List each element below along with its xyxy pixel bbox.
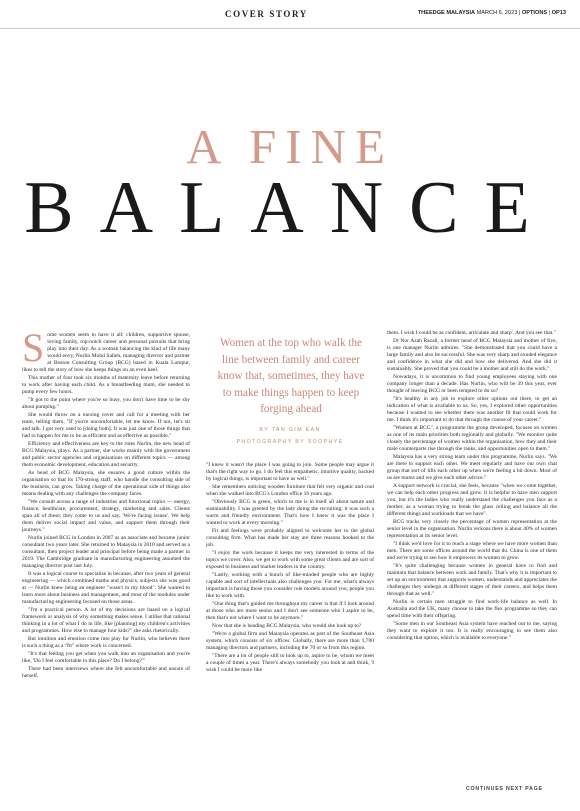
paragraph: "I'm a practical person. A lot of my decisions are based on a logical framework or analysis of why something makes sense. I utilise that rational thinking in a lot of what I do in life, like [planning] my children's activities and programmes. How else to manage four kids?" she asks rhetorically. [22, 606, 190, 634]
paragraph: "Obviously BCG is green, which to me is in itself all about nature and sustainability. I was greeted by the lady doing the recruiting; it was such a warm and friendly environment. That's how I knew it was the place I wanted to work at every morning." [206, 499, 374, 526]
paragraph: "It's quite challenging because women in general have to find and maintain that balance between work and family. That's why it is important to set up an environment that supports women, understands and appreciates the challenges they undergo at different stages of their careers, and helps them through that as well." [387, 563, 557, 597]
paragraph: "Lastly, working with a bunch of like-minded people who are highly capable and sort of intellectuals also challenges you. For me, what's always important is having those you consider role models around you, people you like to work with. [206, 572, 374, 600]
paragraph: "Some men in our Southeast Asia system have reached out to me, saying they want to explore it too. It is really encouraging to see them also considering that option, which is available to everyone." [387, 621, 557, 642]
paragraph: There had been interviews where she felt uncomfortable and unsure of herself. [22, 666, 190, 680]
paragraph: As head of BCG Malaysia, she ensures a good culture within the organisation so that its 170-strong staff, who handle the consulting side of the business, can grow. Taking charge of the operational side of things also means dealing with any challenges the company faces. [22, 470, 190, 497]
masthead-info [418, 10, 566, 16]
paragraph: "I knew it wasn't the place I was going to join. Some people may argue it that's the right way to go. I do feel this empathetic, intuitive quality, backed by logical things, is important to have as well." [206, 462, 374, 482]
photo-credit: PHOTOGRAPHY BY SOOPHYE [236, 439, 344, 445]
paragraph: "We consult across a range of industries and functional topics — energy, finance, healthcare, procurement, strategy, marketing and sales. Clients span all of these; they come to us and say, 'We're facing issues'. We help them deliver social impact and value, and support them through their journeys." [22, 499, 190, 533]
paragraph: "It's that feeling you get when you walk into an organisation and you're like, 'Do I feel comfortable in this place? Do I belong?'" [22, 651, 190, 664]
header-separator: | [518, 10, 522, 16]
article-column-3 [387, 330, 557, 643]
issue-date: MARCH 6, 2023 [476, 10, 518, 16]
pull-quote: Women at the top who walk the line between family and career know that, sometimes, they have to make things happen to keep forging ahead [217, 337, 365, 416]
paragraph: "There are a lot of people still to look up to, aspire to be, whom we meet a couple of times a year. There's always somebody you look at and think, 'I wish I could be more like [206, 653, 374, 674]
page-number: OP13 [551, 10, 566, 16]
paragraph: This mother of four took six months of maternity leave before returning to work after having each child. As a breastfeeding mum, she needed to pump every few hours. [22, 374, 190, 395]
paragraph: "I think we'd love for it to reach a stage where we have more women than men. There are some offices around the world that do. China is one of them and we're trying to see how it empowers its women to grow. [387, 541, 557, 562]
header-rule [0, 28, 580, 29]
paragraph: It was a logical course to specialise in because, after two years of general engineering — which combined maths and physics, subjects she was good at — Nurlin knew being an engineer "wasn't in my blood". She wanted to learn more about business and management, and most of the modules under manufacturing engineering focused on those areas. [22, 570, 190, 605]
paragraph: Efficiency and effectiveness are key to the roles Nurlin, the new head of BCG Malaysia, plays. As a partner, she works mainly with the government and public sector agencies and organisations on different topics — among them economic development, education and security. [22, 441, 190, 468]
byline: BY TAN GIM EAN [259, 427, 321, 433]
paragraph: Nurlin is certain men struggle to find work-life balance as well. In Australia and the UK, many choose to take the flex programme so they can spend time with their offspring. [387, 599, 557, 620]
paragraph: ome women seem to have it all: children, supportive spouse, loving family, top-notch career and personal pursuits that bring play into their day. As a woman balancing the kind of life many would envy, Nurlin Mohd Salleh, managing director and partner at Boston Consulting Group (BCG) based in Kuala Lumpur, likes to tell the story of how she keeps things on an even keel. [22, 332, 190, 373]
paragraph: Nurlin joined BCG in London in 2007 as an associate and became junior consultant two years later. She returned to Malaysia in 2010 and served as a consultant, then project leader and principal before being made a partner in 2019. The Cambridge graduate in manufacturing engineering assumed the managing director post last July. [22, 535, 190, 569]
paragraph: Malaysia has a very strong team under this programme, Nurlin says. "We are there to support each other. We meet regularly and have our own chat group that sort of lifts each other up when we're feeling a bit down. Most of us are mums and we give each other advice." [387, 454, 557, 481]
paragraph: them. I wish I could be as confident, articulate and sharp'. And you see that." [387, 330, 556, 336]
paragraph: Fit and feelings were probably aligned to welcome her to the global consulting firm. What has made her stay are three reasons hooked to the job. [206, 528, 374, 549]
header-separator: | [548, 10, 552, 16]
paragraph: "We're a global firm and Malaysia operates as part of the Southeast Asia system, which consists of six offices. Globally, there are more than 1,700 managing directors and partners, including the 70 or so from this region. [206, 631, 374, 652]
continues-next-page: CONTINUES NEXT PAGE [466, 786, 543, 792]
paragraph: "I enjoy the work because it keeps me very interested in terms of the topics we cover. Also, we get to work with some great clients and are sort of exposed to business and market leaders in the country. [206, 550, 374, 571]
page-header [0, 0, 580, 30]
headline: BALANCE [24, 167, 556, 249]
paragraph: "One thing that's guided me throughout my career is that if I look around at those who are more senior and I don't see someone who I aspire to be, then that's not where I want to be anymore." [206, 601, 374, 622]
section-label: COVER STORY [225, 9, 308, 19]
paragraph: She would throw on a nursing cover and call for a meeting with her team, telling them, "If you're uncomfortable, let me know. If not, let's sit and talk. I got very used to [doing both]. It was just one of those things that had to happen for me to be as efficient and as effective as possible." [22, 412, 190, 439]
paragraph: Now that she is heading BCG Malaysia, who would she look up to? [212, 623, 362, 630]
paragraph: She remembers noticing wooden furniture that felt very organic and cool when she walked into BCG's London office 16 years ago. [206, 484, 374, 497]
paragraph: "It got to the point where you're so busy, you don't have time to be shy about pumping." [22, 396, 190, 410]
paragraph: Dr Nor Azah Razali, a former head of BCG Malaysia and mother of five, is one manager Nurlin admires. "She demonstrated that you could have a large family and also be successful. She was very sharp and exuded elegance and confidence in what she did and how she delivered. And she did it sustainably. She proved that you could be a mother and still do the work." [387, 338, 557, 372]
headline-kicker: A FINE [186, 119, 394, 174]
article-column-2 [206, 462, 374, 676]
drop-cap: S [22, 325, 45, 370]
paragraph: Nowadays, it is uncommon to find young employees staying with one company longer than a decade. Has Nurlin, who will be 39 this year, ever thought of leaving BCG or been tempted to do so? [387, 374, 557, 394]
paragraph: "Women at BCG", a programme the group developed, focuses on women as one of its main priorities both regionally and globally. "We monitor quite closely the percentage of women within the organisation, how they and their male counterparts rise through the ranks, and opportunities open to them." [387, 425, 557, 452]
paragraph: "It's healthy in any job to explore other options out there, to get an indication of what is available to us. So, yes, I explored other opportunities because I wanted to see whether there was another fit that could work for me. I think it's important to do that through the course of your career." [387, 396, 557, 423]
paragraph: A support network is crucial, she feels, because "when we come together, we can help each other progress and grow. It is helpful to have men support you, but it's the ladies who really understand the challenges you face as a mother, as a woman trying to break the glass ceiling and balance all the different things and workloads that we have". [387, 483, 557, 517]
paragraph: BCG tracks very closely the percentage of women representation at the senior level in the organisation. Nurlin reckons there is about 40% of women representation at its senior level. [387, 519, 557, 539]
article-column-1 [22, 325, 190, 681]
publication-name: THEEDGE MALAYSIA [417, 10, 476, 16]
section-right-label: OPTIONS [521, 10, 548, 16]
paragraph: But intuition and emotion come into play for Nurlin, who believes there is such a thing as a "fit" where work is concerned. [22, 635, 190, 649]
